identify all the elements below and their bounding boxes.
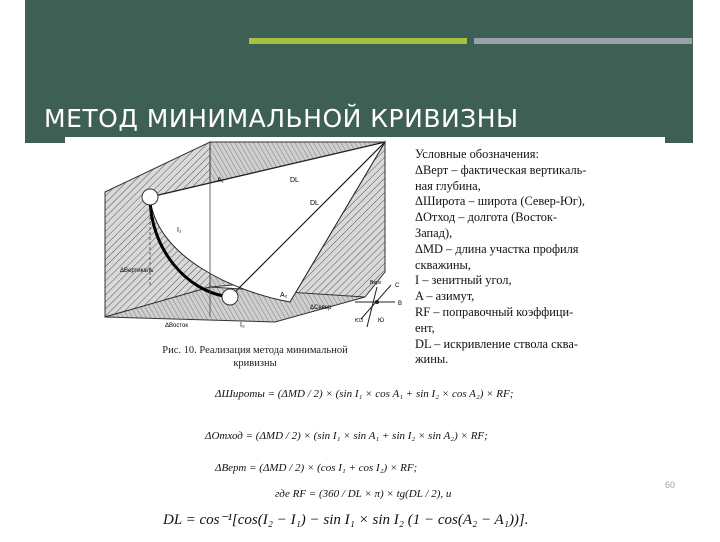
legend-line: жины. [415,352,449,367]
label-c: С [395,283,400,289]
legend-line: I – зенитный угол, [415,273,512,288]
formula-dl: DL = cos⁻¹[cos(I₂ − I₁) − sin I₁ × sin I₂ (1 − cos(A₂ − A₁))]. [163,512,529,528]
label-i2: I₂ [240,322,245,329]
formula-otkhod: ΔОтход = (ΔMD / 2) × (sin I₁ × sin A₁ + sin I₂ × sin A₂) × RF; [205,430,488,442]
label-yuz: ЮЗ [355,318,364,324]
formula-vert: ΔВерт = (ΔMD / 2) × (cos I₁ + cos I₂) × RF; [215,462,418,474]
accent-bar-gray [474,38,692,44]
label-verh: Верх [370,280,382,286]
accent-bar-green [25,38,243,44]
slide-title: МЕТОД МИНИМАЛЬНОЙ КРИВИЗНЫ [44,104,519,133]
label-a2: A₂ [280,292,288,299]
slide-number: 60 [665,480,676,490]
legend-line: ΔОтход – долгота (Восток- [415,210,558,225]
label-vert: ΔВертикаль [120,268,154,274]
method-figure [65,137,665,537]
legend-line: Условные обозначения: [415,147,539,161]
figure-caption [125,344,385,370]
legend-line: A – азимут, [415,289,475,304]
legend-line: скважины, [415,257,471,272]
label-vostok: ΔВосток [165,323,188,329]
legend-line: ент, [415,320,435,335]
point-1 [142,189,158,205]
label-dl-mid: DL [310,200,319,207]
legend-line: RF – поправочный коэффици- [415,304,574,319]
point-2 [222,289,238,305]
legend-line: ΔMD – длина участка профиля [415,241,579,256]
caption-line: кривизны [233,358,277,369]
formula-rf: где RF = (360 / DL × π) × tg(DL / 2), и [275,488,452,500]
accent-bar-lime [249,38,467,44]
legend-line: ная глубина, [415,178,481,193]
label-a1: A₁ [217,177,225,184]
label-sever: ΔСевер [310,305,332,311]
label-i1: I₁ [177,227,182,234]
label-yu: Ю [378,318,385,324]
legend-line: Запад), [415,225,453,240]
legend-line: DL – искривление ствола сква- [415,336,578,351]
caption-line: Рис. 10. Реализация метода минимальной [162,345,348,356]
legend [415,147,660,368]
legend-line: ΔВерт – фактическая вертикаль- [415,162,587,177]
label-dl-top: DL [290,177,299,184]
label-v: В [398,301,403,307]
formula-shiroty: ΔШироты = (ΔMD / 2) × (sin I₁ × cos A₁ + sin I₂ × cos A₂) × RF; [215,388,514,400]
legend-line: ΔШирота – широта (Север-Юг), [415,194,586,209]
